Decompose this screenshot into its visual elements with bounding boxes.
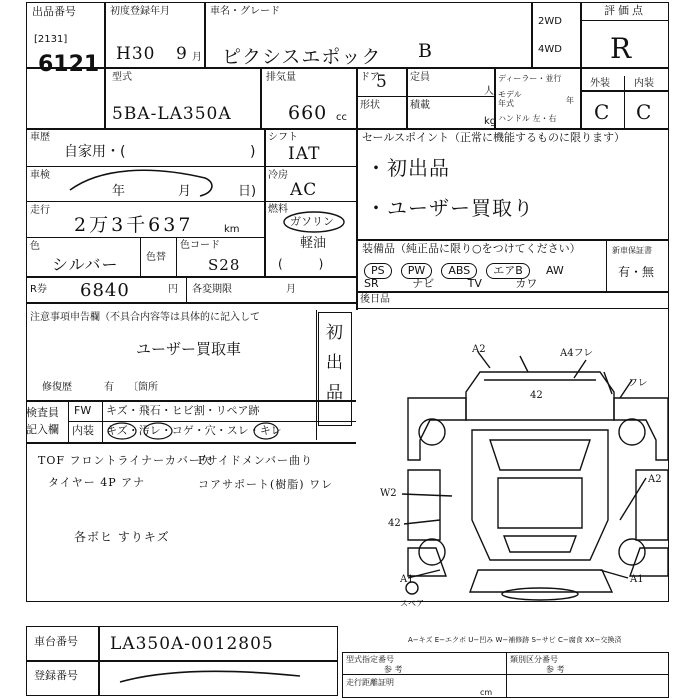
warranty-label: 新車保証書 [612,246,652,255]
equip-sr: SR [364,277,379,290]
fw-items: キズ・飛石・ヒビ割・リペア跡 [106,404,260,417]
registration-label: 登録番号 [34,669,78,682]
inspection-year: 年 [112,184,126,199]
lot-id: [2131] [34,34,68,45]
mark-a2-side: A2 [648,474,662,485]
inspection-label: 車検 [30,170,50,181]
note-hand-1: TOF フロントライナーカバー欠 [38,454,213,467]
equipment-label: 装備品（純正品に限り○をつけてください） [362,242,581,255]
interior-check-label: 内装 [72,424,94,437]
mark-a2-right: フレ [628,378,648,389]
model-label: 型式 [112,72,132,83]
lot-number: 6121 [38,52,100,77]
mileage-unit: km [224,224,240,235]
drive-4wd: 4WD [538,44,562,55]
color-change-label: 色替 [146,252,166,263]
chassis-label: 車台番号 [34,635,78,648]
car-name-label: 車名・グレード [210,6,280,17]
notes-label: 注意事項申告欄（不具合内容等は具体的に記入して [30,312,260,323]
fuel-gasoline: ガソリン [290,215,334,228]
mark-42-top: 42 [530,390,543,401]
equip-leather: カワ [515,277,538,290]
displacement-value: 660 [288,102,328,124]
equip-ps: PS [364,263,392,279]
mark-a2-front: A2 [472,344,486,355]
load-unit: kg [484,116,497,127]
fuel-label: 燃料 [268,204,288,215]
rating-value: R [610,32,633,65]
displacement-label: 排気量 [266,72,296,83]
odometer-label: 走行距離証明 [346,678,394,687]
recycle-label: R券 [30,284,47,295]
sales-point-2: ・ユーザー買取り [366,196,534,220]
grade-value: B [418,40,433,62]
mark-a1-left: A1 [400,574,414,585]
rating-label: 評価点 [604,4,646,17]
car-name-value: ピクシスエポック [222,46,382,68]
exterior-label: 外装 [590,78,610,89]
displacement-unit: cc [336,112,347,123]
chassis-value: LA350A-0012805 [110,634,274,654]
history-close: ) [250,144,256,160]
recycle-unit: 円 [168,284,178,295]
type-number-label: 型式指定番号 [346,655,394,664]
mileage-label: 走行 [30,205,50,216]
model-year-unit: 年 [566,96,574,105]
doors-label: ドア [360,72,380,83]
interior-items: キズ・汚レ・コゲ・穴・スレ・キレ [106,424,282,437]
exterior-grade: C [594,100,611,124]
warranty-value: 有・無 [618,265,655,279]
color-label: 色 [30,241,40,252]
capacity-label: 定員 [410,72,430,83]
sales-points-label: セールスポイント（正常に機能するものに限ります） [362,131,626,144]
equip-abs: ABS [441,263,477,279]
category-number-label: 類別区分番号 [510,655,558,664]
mark-w2: W2 [380,488,397,499]
model-value: 5BA-LA350A [112,104,232,124]
shift-value: IAT [288,144,321,164]
recycle-value: 6840 [80,280,130,301]
color-code-label: 色コード [180,240,220,251]
category-number-ref: 参 考 [546,665,565,674]
lot-label: 出品番号 [32,5,76,18]
mileage-value: 2万3千637 [74,214,194,236]
note-hand-5: コアサポート(樹脂) ワレ [198,478,334,491]
rear-items-label: 後日品 [360,294,390,305]
drive-2wd: 2WD [538,16,562,27]
mark-a4-front: A4フレ [560,348,594,359]
fuel-diesel: 軽油 [300,236,327,251]
fuel-paren: ( ) [278,257,324,271]
shift-label: シフト [268,132,298,143]
history-value: 自家用・( [64,144,126,160]
color-value: シルバー [52,255,119,274]
first-registration-label: 初度登録年月 [110,6,170,17]
equip-navi: ナビ [412,277,435,290]
shape-label: 形状 [360,100,380,111]
aircon-label: 冷房 [268,170,288,181]
first-registration-month: 9 [176,44,188,64]
load-label: 積載 [410,100,430,111]
equip-aw: AW [545,264,564,277]
month-unit: 月 [192,52,202,63]
mark-42-left: 42 [388,518,401,529]
first-registration-year: H30 [116,44,156,64]
equip-pw: PW [401,263,433,279]
inspection-day: 日) [238,184,257,199]
inspection-month: 月 [178,184,192,199]
history-label: 車歴 [30,132,50,143]
model-year-label: モデル年式 [498,90,522,108]
cm-label: cm [480,688,493,697]
color-code-value: S28 [208,256,241,274]
doors-value: 5 [376,72,388,92]
inspector-label: 検査員記入欄 [26,406,59,436]
repair-label: 修復歴 [42,382,72,393]
expiry-month: 月 [286,284,296,295]
equip-tv: TV [467,277,482,290]
expiry-label: 各変期限 [192,284,232,295]
interior-label: 内装 [634,78,654,89]
handle-label: ハンドル 左・右 [498,114,557,123]
type-number-ref: 参 考 [384,665,403,674]
repair-value: 有 [104,382,114,393]
damage-legend: A−キズ E−エクボ U−凹み W−補修跡 S−サビ C−腐食 XX−交換済 [408,636,622,644]
fw-label: FW [74,404,92,417]
mark-a1-right: A1 [630,574,644,585]
sales-point-1: ・初出品 [366,156,450,180]
repair-unit: 〔箇所 [128,382,158,393]
note-hand-4: Fサイドメンバー曲り [198,454,313,467]
capacity-unit: 人 [484,86,494,97]
interior-grade: C [636,100,653,124]
notes-main: ユーザー買取車 [136,340,242,358]
note-hand-3: 各ボヒ すりキズ [74,530,170,544]
mark-spare: スペア [400,599,424,608]
aircon-value: AC [290,180,318,200]
equip-airbag: エアB [486,263,530,279]
first-listing-stamp-text: 初出品 [326,323,343,403]
dealer-label: ディーラー・並行 [498,74,562,83]
note-hand-2: タイヤー 4P アナ [48,476,146,489]
